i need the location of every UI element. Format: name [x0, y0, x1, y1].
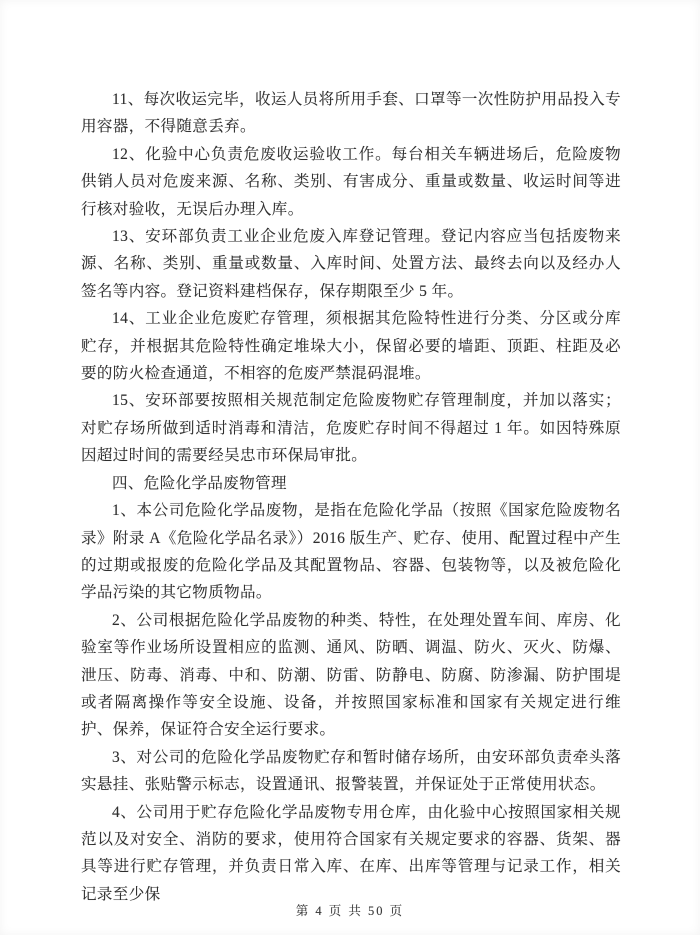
paragraph-item-14: 14、工业企业危废贮存管理，须根据其危险特性进行分类、分区或分库贮存，并根据其危险特性确定堆垛大小，保留必要的墙距、顶距、柱距及必要的防火检查通道，不相容的危废严禁混码混堆。 [81, 310, 621, 383]
section-heading-4: 四、危险化学品废物管理 [112, 474, 287, 492]
paragraph-item-1: 1、本公司危险化学品废物，是指在危险化学品（按照《国家危险废物名录》附录 A《危险化学品名录》）2016 版生产、贮存、使用、配置过程中产生的过期或报废的危险化学品及其配置物品、容器、包装物等，以及被危险化学品污染的其它物质物品。 [81, 502, 621, 602]
paragraph-item-2: 2、公司根据危险化学品废物的种类、特性，在处理处置车间、库房、化验室等作业场所设置相应的监测、通风、防晒、调温、防火、灭火、防爆、泄压、防毒、消毒、中和、防潮、防雷、防静电、防腐、防渗漏、防护围堤或者隔离操作等安全设施、设备，并按照国家标准和国家有关规定进行维护、保养，保证符合安全运行要求。 [81, 611, 621, 739]
paragraph-item-3: 3、对公司的危险化学品废物贮存和暂时储存场所，由安环部负责牵头落实悬挂、张贴警示标志，设置通讯、报警装置，并保证处于正常使用状态。 [81, 748, 621, 794]
page-footer: 第 4 页 共 50 页 [295, 904, 405, 918]
paragraph-item-15: 15、安环部要按照相关规范制定危险废物贮存管理制度，并加以落实；对贮存场所做到适时消毒和清洁，危废贮存时间不得超过 1 年。如因特殊原因超过时间的需要经吴忠市环保局审批。 [81, 392, 621, 465]
paragraph-item-11: 11、每次收运完毕，收运人员将所用手套、口罩等一次性防护用品投入专用容器，不得随意丢弃。 [81, 91, 621, 136]
paragraph-item-13: 13、安环部负责工业企业危废入库登记管理。登记内容应当包括废物来源、名称、类别、重量或数量、入库时间、处置方法、最终去向以及经办人签名等内容。登记资料建档保存，保存期限至少 5 年。 [81, 228, 621, 300]
paragraph-item-12: 12、化验中心负责危废收运验收工作。每台相关车辆进场后，危险废物供销人员对危废来源、名称、类别、有害成分、重量或数量、收运时间等进行核对验收，无误后办理入库。 [81, 145, 621, 218]
paragraph-item-4: 4、公司用于贮存危险化学品废物专用仓库，由化验中心按照国家相关规范以及对安全、消防的要求，使用符合国家有关规定要求的容器、货架、器具等进行贮存管理，并负责日常入库、在库、出库等管理与记录工作，相关记录至少保 [81, 803, 621, 903]
document-body [81, 86, 621, 908]
